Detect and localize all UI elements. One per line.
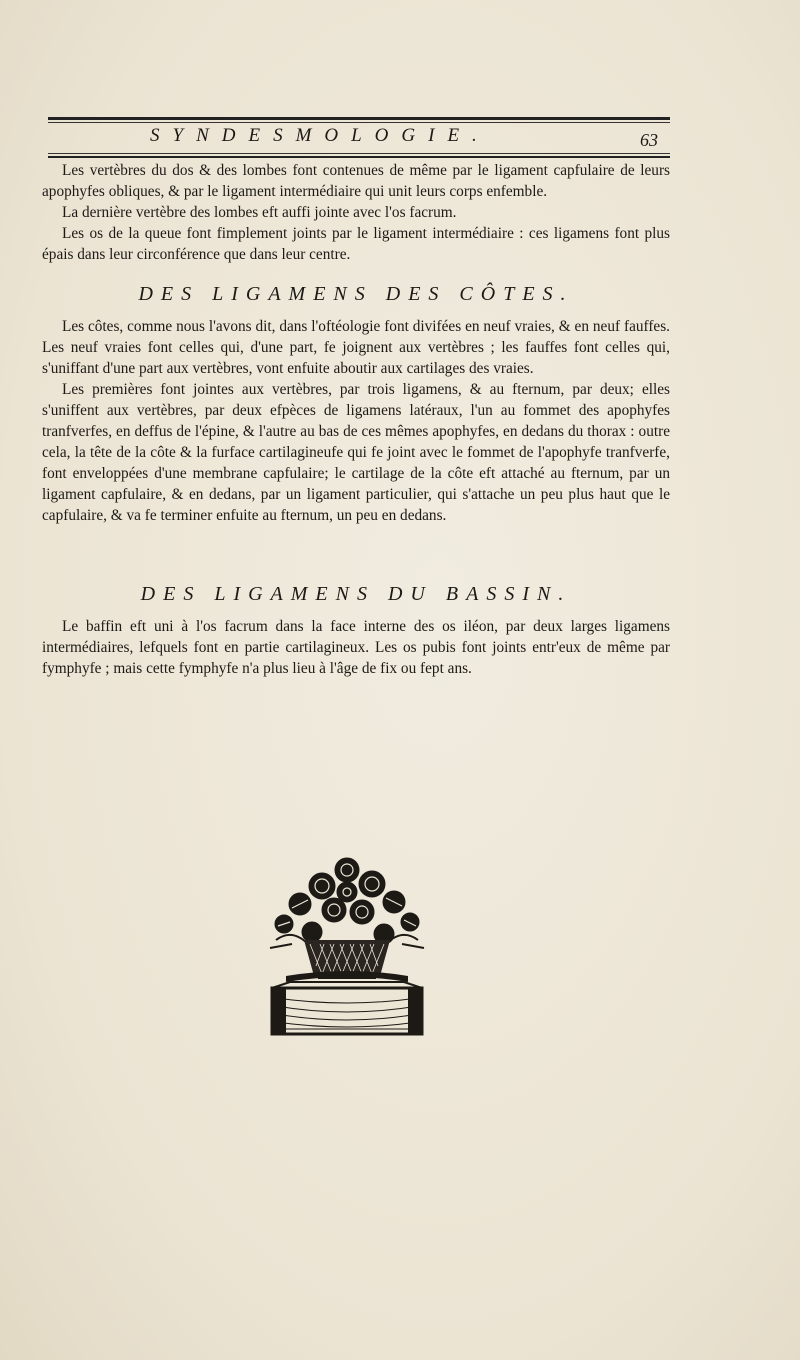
paragraph: Les premières font jointes aux vertèbres, par trois ligamens, & au fternum, par deux; elles s'uniffent aux vertèbres, par deux efpèces de ligamens latéraux, l'un au fommet des apophyfes tranfverfes, en deffus de l'épine, & l'autre au bas de ces mêmes apophyfes, en dedans du thorax : outre cela, la tête de la côte & la furface cartilagineufe qui fe joint avec le fommet de l'apophyfe tranfverfe, font enveloppées d'une membrane capfulaire; le cartilage de la côte eft attaché au fternum, par un ligament capfulaire, & en dedans, par un ligament particulier, qui s'attache un peu plus haut que le capfulaire, & va fe terminer enfuite au fternum, un peu en dedans. [42,381,670,524]
paragraph: Les os de la queue font fimplement joints par le ligament intermédiaire : ces ligamens font plus épais dans leur circonférence que dans leur centre. [42,225,670,263]
section-heading-bassin: DES LIGAMENS DU BASSIN. [140,583,572,605]
flower-basket-vignette-icon [262,848,432,1042]
paragraph: Le baffin eft uni à l'os facrum dans la face interne des os iléon, par deux larges ligamens intermédiaires, lefquels font en partie cartilagineux. Les os pubis font joints entr'eux de même par fymphyfe ; mais cette fymphyfe n'a plus lieu à l'âge de fix ou fept ans. [42,618,670,677]
section-heading-cotes: DES LIGAMENS DES CÔTES. [138,283,574,305]
text-block-bassin [42,616,670,679]
header-rule-bottom [48,156,670,158]
header-rule-bottom-thin [48,153,670,154]
paragraph: Les côtes, comme nous l'avons dit, dans l'oftéologie font divifées en neuf vraies, & en neuf fauffes. Les neuf vraies font celles qui, d'une part, fe joignent aux vertèbres ; les fauffes font celles qui, s'uniffant d'une part aux vertèbres, vont enfuite aboutir aux cartilages des vraies. [42,318,670,377]
running-head: SYNDESMOLOGIE. [150,125,490,146]
text-block-vertebres [42,160,670,265]
page-number: 63 [640,130,658,150]
paragraph: Les vertèbres du dos & des lombes font contenues de même par le ligament capfulaire de leurs apophyfes obliques, & par le ligament intermédiaire qui unit leurs corps enfemble. [42,162,670,200]
text-block-cotes [42,316,670,526]
header-rule-top [48,117,670,120]
paragraph: La dernière vertèbre des lombes eft auffi jointe avec l'os facrum. [62,204,457,221]
